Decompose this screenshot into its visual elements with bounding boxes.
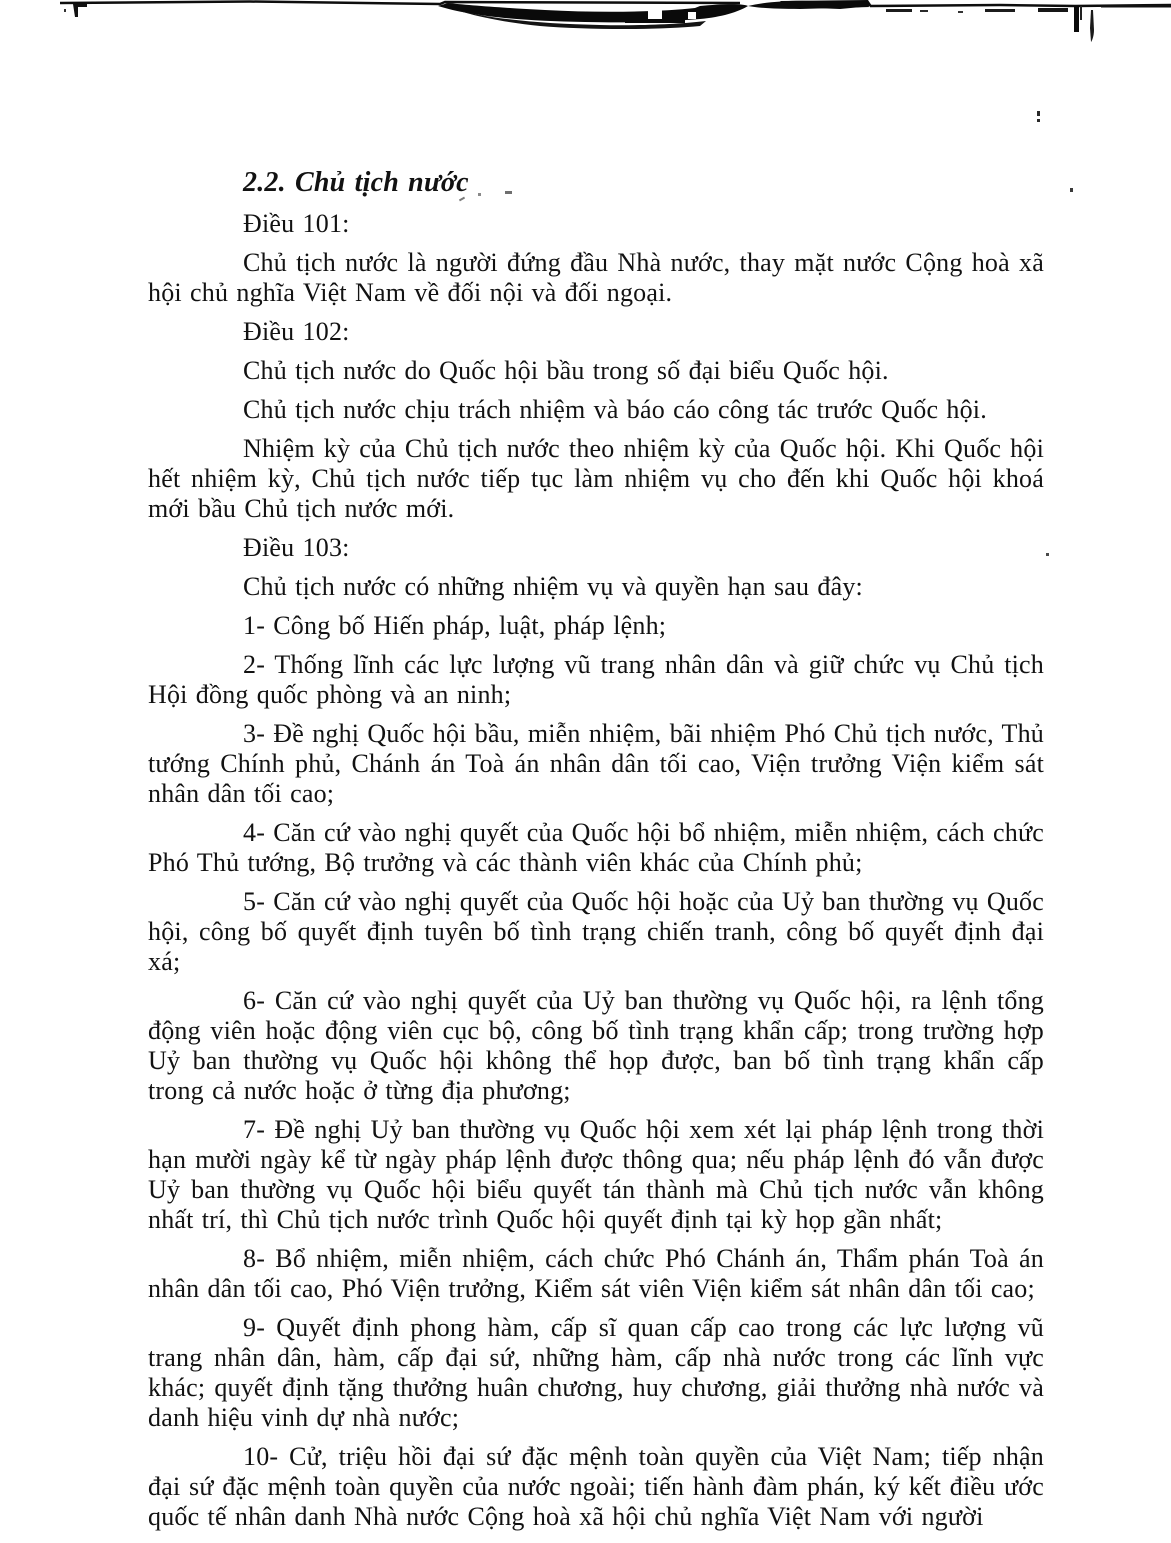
scan-speck — [1070, 188, 1073, 192]
paragraph: 10- Cử, triệu hồi đại sứ đặc mệnh toàn quyền của Việt Nam; tiếp nhận đại sứ đặc mệnh toàn quyền của nước ngoài; tiến hành đàm phán, ký kết điều ước quốc tế nhân danh Nhà nước Cộng hoà xã hội chủ nghĩa Việt Nam với người — [148, 1442, 1044, 1531]
paragraph: Chủ tịch nước chịu trách nhiệm và báo cáo công tác trước Quốc hội. — [243, 395, 987, 424]
paragraph: 5- Căn cứ vào nghị quyết của Quốc hội hoặc của Uỷ ban thường vụ Quốc hội, công bố quyết định tuyên bố tình trạng chiến tranh, công bố quyết định đại xá; — [148, 887, 1044, 976]
article-label: Điều 101: — [243, 209, 350, 238]
scan-speck — [1037, 111, 1040, 116]
scan-artifact-top-edge — [0, 0, 1171, 80]
article-label: Điều 102: — [243, 317, 350, 346]
paragraph: Chủ tịch nước có những nhiệm vụ và quyền hạn sau đây: — [243, 572, 863, 601]
paragraph: 7- Đề nghị Uỷ ban thường vụ Quốc hội xem xét lại pháp lệnh trong thời hạn mười ngày kể từ ngày pháp lệnh được thông qua; nếu pháp lệnh đó vẫn được Uỷ ban thường vụ Quốc hội biểu quyết tán thành mà Chủ tịch nước vẫn không nhất trí, thì Chủ tịch nước trình Quốc hội quyết định tại kỳ họp gần nhất; — [148, 1115, 1044, 1234]
paragraph: 1- Công bố Hiến pháp, luật, pháp lệnh; — [243, 611, 667, 640]
document-body — [148, 166, 1044, 1532]
paragraph: Chủ tịch nước do Quốc hội bầu trong số đại biểu Quốc hội. — [243, 356, 889, 385]
article-label: Điều 103: — [243, 533, 350, 562]
paragraph: Chủ tịch nước là người đứng đầu Nhà nước, thay mặt nước Cộng hoà xã hội chủ nghĩa Việt Nam về đối nội và đối ngoại. — [148, 248, 1044, 307]
scan-speck — [1046, 553, 1049, 556]
paragraph: 4- Căn cứ vào nghị quyết của Quốc hội bổ nhiệm, miễn nhiệm, cách chức Phó Thủ tướng, Bộ trưởng và các thành viên khác của Chính phủ; — [148, 818, 1044, 877]
paragraph: 3- Đề nghị Quốc hội bầu, miễn nhiệm, bãi nhiệm Phó Chủ tịch nước, Thủ tướng Chính phủ, Chánh án Toà án nhân dân tối cao, Viện trưởng Viện kiểm sát nhân dân tối cao; — [148, 719, 1044, 808]
section-heading: 2.2. Chủ tịch nước — [243, 167, 469, 198]
scan-speck — [1037, 119, 1040, 122]
paragraph: 2- Thống lĩnh các lực lượng vũ trang nhân dân và giữ chức vụ Chủ tịch Hội đồng quốc phòng và an ninh; — [148, 650, 1044, 709]
paragraph: 8- Bổ nhiệm, miễn nhiệm, cách chức Phó Chánh án, Thẩm phán Toà án nhân dân tối cao, Phó Viện trưởng, Kiểm sát viên Viện kiểm sát nhân dân tối cao; — [148, 1244, 1044, 1303]
paragraph: Nhiệm kỳ của Chủ tịch nước theo nhiệm kỳ của Quốc hội. Khi Quốc hội hết nhiệm kỳ, Chủ tịch nước tiếp tục làm nhiệm vụ cho đến khi Quốc hội khoá mới bầu Chủ tịch nước mới. — [148, 434, 1044, 523]
paragraph: 6- Căn cứ vào nghị quyết của Uỷ ban thường vụ Quốc hội, ra lệnh tổng động viên hoặc động viên cục bộ, công bố tình trạng khẩn cấp; trong trường hợp Uỷ ban thường vụ Quốc hội không thể họp được, ban bố tình trạng khẩn cấp trong cả nước hoặc ở từng địa phương; — [148, 986, 1044, 1105]
paragraph: 9- Quyết định phong hàm, cấp sĩ quan cấp cao trong các lực lượng vũ trang nhân dân, hàm, cấp đại sứ, những hàm, cấp nhà nước trong các lĩnh vực khác; quyết định tặng thưởng huân chương, huy chương, giải thưởng nhà nước và danh hiệu vinh dự nhà nước; — [148, 1313, 1044, 1432]
